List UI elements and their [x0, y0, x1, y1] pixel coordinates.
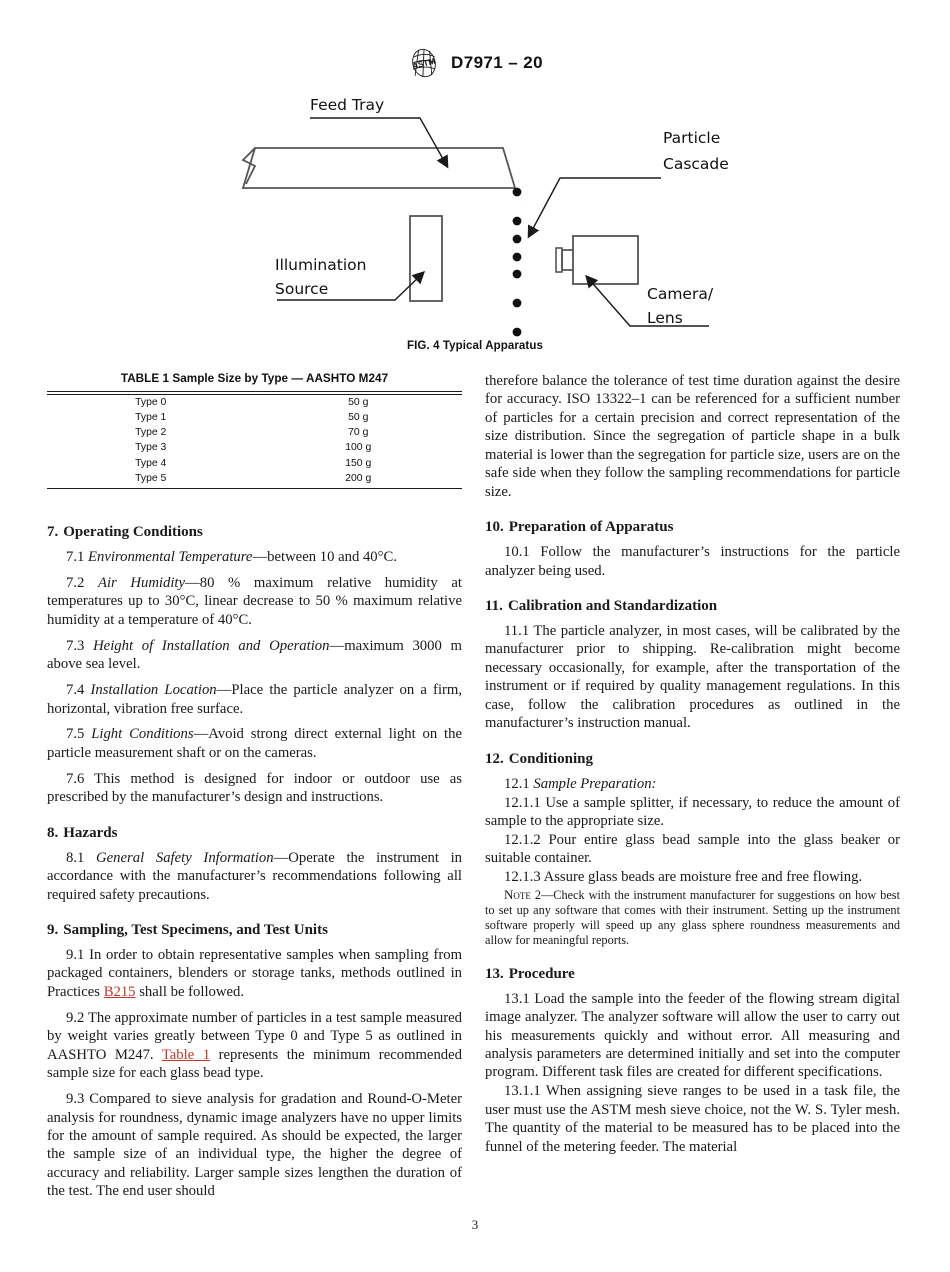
section-number: 11. [485, 597, 503, 614]
para-italic-lead: Environmental Temperature [88, 548, 253, 565]
para-number: 12.1.2 [504, 831, 541, 848]
para-number: 7.2 [66, 574, 85, 591]
table-row [47, 456, 462, 471]
para-text: Follow the manufacturer’s instructions for the particle analyzer being used. [485, 544, 900, 579]
link-b215[interactable]: B215 [103, 983, 136, 1000]
section-heading-9 [47, 921, 462, 939]
left-column [47, 372, 462, 1208]
section-title: Conditioning [508, 750, 593, 767]
cell-size: 200 g [345, 472, 372, 484]
para-text-tail: shall be followed. [135, 983, 245, 1000]
table-row [47, 394, 462, 410]
paragraph-11-1 [485, 622, 900, 733]
para-text: Compared to sieve analysis for gradation and Round-O-Meter analysis for roundness, dynamic image analyzers have no upper limits for the amount of sample required. As should be expected, the larger the sample size of an individual type, the higher the degree of accuracy and reliability. Larger sample sizes lengthen the duration of the test. The end user should [47, 1091, 463, 1200]
para-number: 12.1 [504, 775, 530, 792]
page-header [0, 48, 950, 78]
paragraph-12-1-3 [485, 868, 900, 886]
camera-shape [556, 236, 638, 284]
para-text: therefore balance the tolerance of test time duration against the desire for accuracy. ISO 13322–1 can be referenced for a sufficient number of particles for a certain precision and correct representation of the size distribution. Since the segregation of particle shape in a bulk material is lower than the segregation for particle size, users are on the safe side when they follow the sampling recommendations for particle size. [485, 373, 900, 500]
document-designation: D7971 – 20 [451, 53, 543, 72]
apparatus-diagram [215, 88, 735, 338]
label-camera-line1: Camera/ [647, 285, 714, 303]
section-title: Sampling, Test Specimens, and Test Units [63, 922, 328, 939]
para-text: —Avoid strong direct external light on the particle measurement shaft or on the cameras. [47, 726, 462, 761]
para-number: 9.2 [66, 1009, 85, 1026]
para-text: In order to obtain representative samples when sampling from packaged containers, blenders or storage tanks, methods outlined in Practices [47, 947, 463, 1000]
table-row [47, 471, 462, 487]
cell-size: 50 g [348, 412, 369, 423]
cell-size: 150 g [345, 457, 372, 469]
para-text: Pour entire glass bead sample into the glass beaker or suitable container. [485, 831, 900, 867]
section-heading-13 [485, 965, 900, 983]
note-text: —Check with the instrument manufacturer for suggestions on how best to set up any software that comes with their instrument. Setting up the instrument software properly will speed up any glass sphere roundness measurements and allow for meaningful reports. [485, 888, 900, 947]
para-number: 7.6 [66, 770, 85, 787]
paragraph-7-1 [47, 548, 462, 566]
label-illumination-line2: Source [275, 280, 329, 298]
para-number: 7.3 [66, 637, 85, 654]
paragraph-13-1 [485, 990, 900, 1082]
paragraph-7-4 [47, 681, 462, 718]
para-text: When assigning sieve ranges to be used in a task file, the user must use the ASTM mesh sieve choice, not the W. S. Tyler mesh. The quantity of the material to be measured has to be placed into the funnel of the metering feeder. The material [485, 1083, 900, 1155]
particle-cascade-leader [529, 178, 661, 236]
illumination-source-box [410, 216, 442, 301]
para-text: —Operate the instrument in accordance with the manufacturer’s recommendations following all required safety precautions. [47, 849, 463, 903]
section-heading-10 [485, 518, 900, 536]
paragraph-12-1 [485, 775, 900, 793]
para-text: Use a sample splitter, if necessary, to reduce the amount of sample to the appropriate size. [485, 794, 900, 829]
para-number: 13.1.1 [504, 1083, 541, 1100]
table-1 [47, 372, 462, 489]
cell-type: Type 5 [135, 472, 167, 484]
cell-type: Type 3 [135, 442, 167, 454]
cell-type: Type 1 [135, 412, 167, 423]
label-camera-line2: Lens [647, 309, 683, 327]
cell-size: 100 g [345, 442, 372, 454]
section-number: 10. [485, 519, 504, 536]
table-bottom-rule [47, 488, 462, 489]
table-row [47, 440, 462, 455]
para-italic-lead: Air Humidity [97, 574, 186, 591]
section-title: Calibration and Standardization [507, 597, 718, 614]
label-feed-tray: Feed Tray [310, 96, 385, 114]
note-2 [485, 887, 900, 948]
cell-size: 50 g [348, 396, 369, 408]
table-row [47, 410, 462, 425]
feed-tray-leader [310, 118, 447, 166]
para-number: 9.3 [66, 1091, 85, 1108]
section-number: 7. [47, 523, 59, 540]
paragraph-12-1-1 [485, 794, 900, 831]
paragraph-9-3 [47, 1090, 462, 1201]
para-text: Load the sample into the feeder of the flowing stream digital image analyzer. The analyzer software will allow the user to carry out his measurements quickly and without error. All measuring and analysis parameters are determined initially and set into the computer program. Different task files are created for different specifications. [485, 990, 901, 1081]
paragraph-9-2 [47, 1009, 462, 1083]
table-1-title: TABLE 1 Sample Size by Type — AASHTO M247 [120, 372, 389, 385]
section-title: Hazards [63, 824, 118, 841]
link-table-1[interactable]: Table 1 [161, 1046, 211, 1063]
section-heading-8 [47, 824, 462, 842]
section-title: Procedure [508, 965, 575, 982]
page-number: 3 [471, 1217, 479, 1232]
paragraph-7-5 [47, 725, 462, 762]
note-label: Note [504, 887, 531, 903]
cell-type: Type 4 [135, 457, 167, 469]
para-text: This method is designed for indoor or outdoor use as prescribed by the manufacturer’s design and instructions. [47, 770, 462, 806]
para-text: The approximate number of particles in a test sample measured by weight varies greatly between Type 0 and Type 5 as outlined in AASHTO M247. [47, 1009, 462, 1063]
section-heading-7 [47, 523, 462, 541]
para-italic-lead: Installation Location [90, 682, 217, 699]
para-number: 7.4 [66, 682, 85, 699]
svg-text:ASTM: ASTM [411, 55, 437, 72]
table-row [47, 425, 462, 440]
cell-type: Type 0 [135, 396, 167, 408]
para-text: —Place the particle analyzer on a firm, horizontal, vibration free surface. [47, 682, 463, 717]
paragraph-10-1 [485, 543, 900, 580]
para-number: 12.1.1 [504, 794, 541, 811]
para-number: 9.1 [66, 947, 85, 964]
cell-size: 70 g [348, 427, 369, 439]
paragraph-12-1-2 [485, 831, 900, 868]
para-text: —80 % maximum relative humidity at temperatures up to 30°C, linear decrease to 50 % maximum relative humidity at a temperature of 40°C. [47, 574, 462, 628]
label-particle-cascade-line1: Particle [663, 129, 721, 147]
para-text-tail: represents the minimum recommended sample size for each glass bead type. [47, 1046, 462, 1082]
paragraph-9-3-continued [485, 372, 900, 501]
para-number: 13.1 [504, 990, 530, 1007]
para-italic-lead: Light Conditions [91, 726, 194, 743]
para-text: The particle analyzer, in most cases, will be calibrated by the manufacturer prior to shipping. Re-calibration might become necessary occasionally, for example, after the transportation of the instrument or if required by quality management regulations. In this case, follow the calibration procedures as outlined in the manufacturer’s instruction manual. [485, 622, 900, 732]
para-number: 8.1 [66, 849, 85, 866]
cell-type: Type 2 [135, 427, 167, 439]
para-number: 10.1 [504, 544, 530, 561]
section-number: 8. [47, 824, 59, 841]
para-text: —maximum 3000 m above sea level. [47, 637, 462, 673]
label-particle-cascade-line2: Cascade [663, 155, 729, 173]
para-number: 7.1 [66, 548, 85, 565]
para-italic-lead: Height of Installation and Operation [93, 637, 330, 654]
paragraph-7-6 [47, 770, 462, 807]
para-text: Assure glass beads are moisture free and free flowing. [543, 869, 863, 886]
paragraph-7-3 [47, 637, 462, 674]
astm-logo-icon [407, 48, 441, 78]
paragraph-7-2 [47, 574, 462, 629]
figure-4-typical-apparatus [0, 88, 950, 352]
para-italic-lead: General Safety Information [96, 849, 274, 866]
section-title: Operating Conditions [63, 523, 203, 540]
table-1-body [47, 391, 462, 487]
section-heading-12 [485, 750, 900, 768]
section-title: Preparation of Apparatus [508, 519, 674, 536]
note-number: 2 [534, 888, 541, 903]
para-number: 7.5 [66, 726, 85, 743]
section-number: 13. [485, 965, 504, 982]
paragraph-8-1 [47, 849, 462, 904]
particle-cascade-dots [513, 188, 522, 337]
paragraph-9-1 [47, 946, 462, 1001]
para-number: 12.1.3 [504, 869, 541, 886]
paragraph-13-1-1 [485, 1082, 900, 1156]
right-column [485, 372, 900, 1164]
para-text: —between 10 and 40°C. [252, 548, 397, 565]
section-number: 9. [47, 922, 59, 939]
figure-caption: FIG. 4 Typical Apparatus [407, 340, 543, 352]
section-number: 12. [485, 750, 504, 767]
table-1-grid [47, 391, 462, 487]
label-illumination-line1: Illumination [275, 256, 367, 274]
section-heading-11 [485, 597, 900, 615]
para-italic-lead: Sample Preparation: [533, 775, 657, 792]
para-number: 11.1 [504, 622, 530, 639]
